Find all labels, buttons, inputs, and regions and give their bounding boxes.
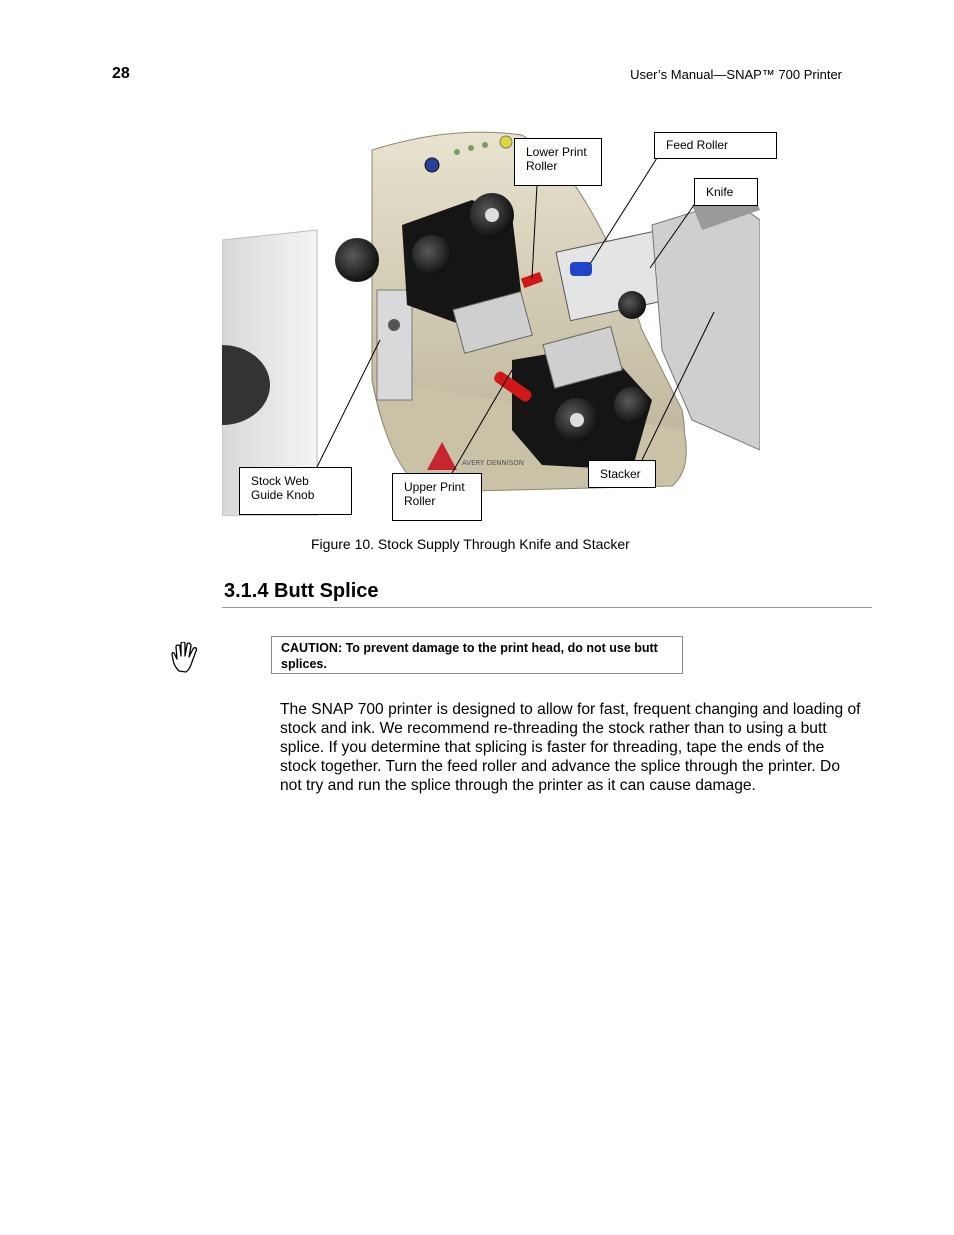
callout-stacker: Stacker bbox=[588, 460, 656, 488]
callout-knife: Knife bbox=[694, 178, 758, 206]
alert-light-icon bbox=[500, 136, 512, 148]
ink-roll-spindle bbox=[485, 208, 499, 222]
section-heading: 3.1.4 Butt Splice bbox=[224, 580, 379, 602]
caution-box: CAUTION: To prevent damage to the print head, do not use butt splices. bbox=[271, 636, 683, 674]
printer-illustration bbox=[222, 130, 760, 516]
status-light-icon bbox=[482, 142, 488, 148]
callout-upper-print-roller: Upper Print Roller bbox=[392, 473, 482, 521]
body-paragraph: The SNAP 700 printer is designed to allow for fast, frequent changing and loading of stock and ink. We recommend re-threading the stock rather than to using a butt splice. If you determine that splicing is faster for threading, tape the ends of the stock together. Turn the feed roller and advance the splice through the printer. Do not try and run the splice through the printer as it can cause damage. bbox=[280, 701, 861, 794]
feed-roller-hub bbox=[618, 291, 646, 319]
callout-feed-roller: Feed Roller bbox=[654, 132, 777, 159]
ink-roll-hub bbox=[614, 387, 650, 423]
figure-caption: Figure 10. Stock Supply Through Knife and Stacker bbox=[311, 536, 630, 552]
feed-roller-part bbox=[570, 262, 592, 276]
status-light-icon bbox=[468, 145, 474, 151]
heading-rule bbox=[222, 607, 872, 608]
ink-roll-spindle bbox=[570, 413, 584, 427]
guide-roller bbox=[335, 238, 379, 282]
running-header: User’s Manual—SNAP™ 700 Printer bbox=[630, 67, 842, 82]
page-number: 28 bbox=[112, 65, 130, 82]
guide-knob bbox=[388, 319, 400, 331]
leader-stock-web-guide-knob bbox=[317, 340, 380, 467]
web-guide-assembly bbox=[377, 290, 412, 400]
callout-lower-print-roller: Lower Print Roller bbox=[514, 138, 602, 186]
printer-figure bbox=[222, 130, 760, 516]
ink-roll-hub bbox=[412, 235, 452, 275]
hand-stop-icon bbox=[170, 642, 200, 674]
status-light-icon bbox=[454, 149, 460, 155]
power-button-icon bbox=[425, 158, 439, 172]
avery-logo-text: AVERY DENNISON bbox=[462, 459, 525, 467]
callout-stock-web-guide-knob: Stock Web Guide Knob bbox=[239, 467, 352, 515]
